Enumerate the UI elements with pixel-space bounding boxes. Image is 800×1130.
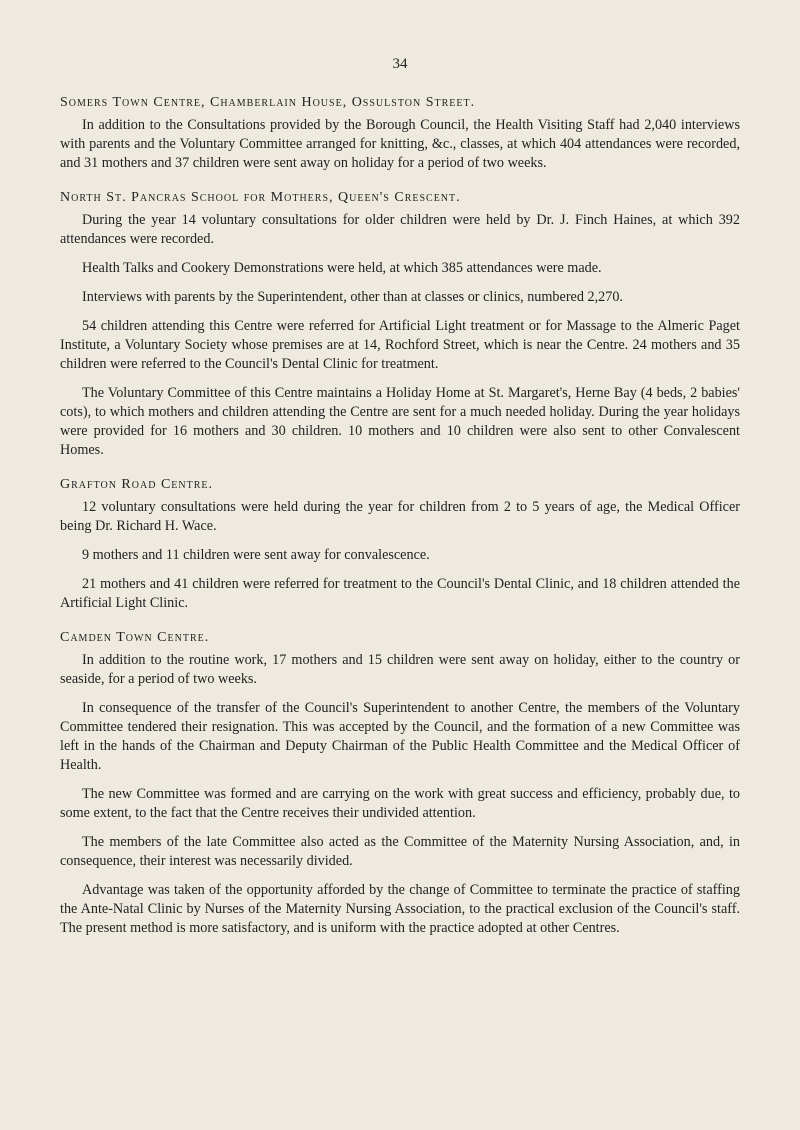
section-heading: Camden Town Centre. — [60, 630, 210, 645]
paragraph: Health Talks and Cookery Demonstrations were held, at which 385 attendances were made. — [82, 260, 602, 276]
paragraph: Interviews with parents by the Superintendent, other than at classes or clinics, numbered 2,270. — [82, 289, 623, 305]
paragraph: In consequence of the transfer of the Council's Superintendent to another Centre, the members of the Voluntary Committee tendered their resignation. This was accepted by the Council, and the formation of a new Committee was left in the hands of the Chairman and Deputy Chairman of the Public Health Committee and the Medical Officer of Health. — [60, 700, 740, 773]
section-heading: North St. Pancras School for Mothers, Queen's Crescent. — [60, 190, 461, 205]
paragraph: The new Committee was formed and are carrying on the work with great success and efficiency, probably due, to some extent, to the fact that the Centre receives their undivided attention. — [60, 786, 740, 821]
section-north-st-pancras — [60, 189, 740, 460]
section-camden-town — [60, 629, 740, 938]
section-somers-town — [60, 94, 740, 173]
page-number: 34 — [392, 56, 408, 72]
paragraph: In addition to the routine work, 17 mothers and 15 children were sent away on holiday, either to the country or seaside, for a period of two weeks. — [60, 652, 740, 687]
paragraph: 9 mothers and 11 children were sent away for convalescence. — [82, 547, 430, 563]
paragraph: 54 children attending this Centre were referred for Artificial Light treatment or for Massage to the Almeric Paget Institute, a Voluntary Society whose premises are at 14, Rochford Street, which is near the Centre. 24 mothers and 35 children were referred to the Council's Dental Clinic for treatment. — [60, 318, 740, 372]
paragraph: During the year 14 voluntary consultations for older children were held by Dr. J. Finch Haines, at which 392 attendances were recorded. — [60, 212, 740, 247]
paragraph: The Voluntary Committee of this Centre maintains a Holiday Home at St. Margaret's, Herne Bay (4 beds, 2 babies' cots), to which mothers and children attending the Centre are sent for a much needed holiday. During the year holidays were provided for 16 mothers and 30 children. 10 mothers and 10 children were also sent to other Convalescent Homes. — [60, 385, 740, 458]
paragraph: 12 voluntary consultations were held during the year for children from 2 to 5 years of age, the Medical Officer being Dr. Richard H. Wace. — [60, 499, 740, 534]
paragraph: Advantage was taken of the opportunity afforded by the change of Committee to terminate the practice of staffing the Ante-Natal Clinic by Nurses of the Maternity Nursing Association, to the practical exclusion of the Council's staff. The present method is more satisfactory, and is uniform with the practice adopted at other Centres. — [60, 882, 740, 936]
paragraph: In addition to the Consultations provided by the Borough Council, the Health Visiting Staff had 2,040 interviews with parents and the Voluntary Committee arranged for knitting, &c., classes, at which 404 attendances were recorded, and 31 mothers and 37 children were sent away on holiday for a period of two weeks. — [60, 117, 740, 171]
paragraph: The members of the late Committee also acted as the Committee of the Maternity Nursing Association, and, in consequence, their interest was necessarily divided. — [60, 834, 740, 869]
paragraph: 21 mothers and 41 children were referred for treatment to the Council's Dental Clinic, and 18 children attended the Artificial Light Clinic. — [60, 576, 740, 611]
section-grafton-road — [60, 476, 740, 613]
section-heading: Grafton Road Centre. — [60, 477, 213, 492]
page-content — [60, 94, 740, 954]
section-heading: Somers Town Centre, Chamberlain House, Ossulston Street. — [60, 95, 476, 110]
